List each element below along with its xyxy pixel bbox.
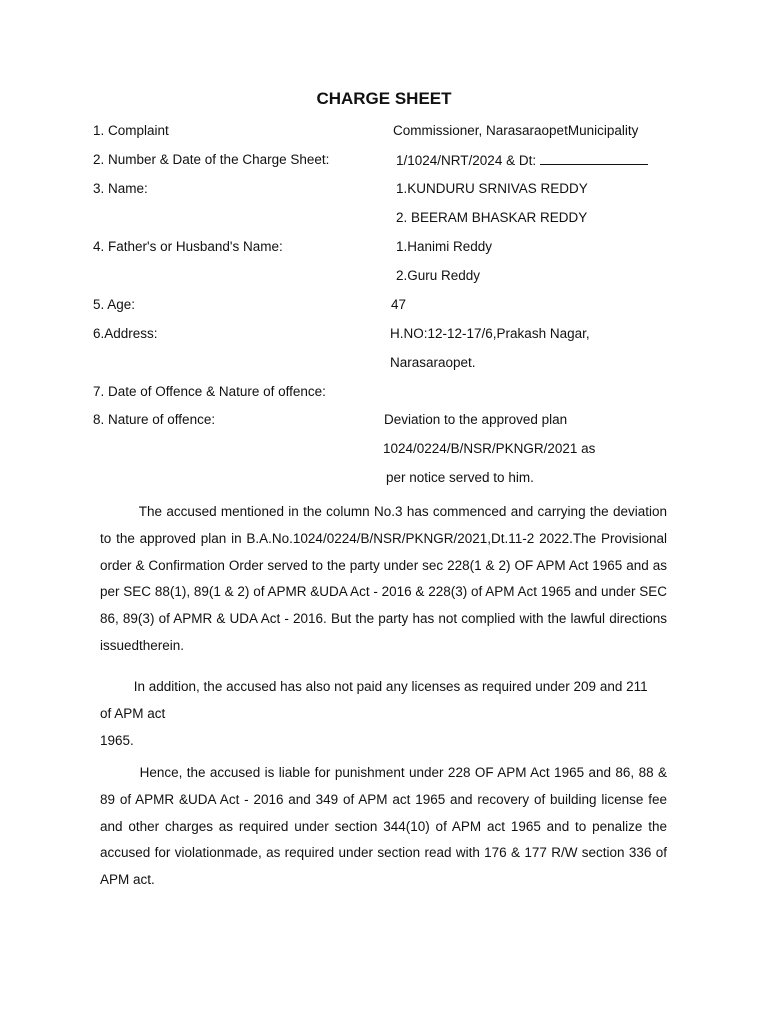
paragraph-licenses-line-1: In addition, the accused has also not paid any licenses as required under 209 and 211 (100, 679, 648, 694)
address-value-2: Narasaraopet. (390, 355, 476, 370)
nature-value-3: per notice served to him. (386, 470, 534, 485)
name-value-1: 1.KUNDURU SRNIVAS REDDY (396, 181, 588, 196)
father-value-1: 1.Hanimi Reddy (396, 239, 493, 254)
address-label: 6.Address: (93, 326, 158, 341)
date-blank-line (540, 151, 648, 165)
paragraph-deviation: The accused mentioned in the column No.3 has commenced and carrying the deviation to the approved plan in B.A.No.1024/0224/B/NSR/PKNGR/2021,Dt.11-2 2022.The Provisional order & Confirmation Order served to the party under sec 228(1 & 2) OF APM Act 1965 and as per SEC 88(1), 89(1 & 2) of APMR &UDA Act - 2016 & 228(3) of APM Act 1965 and under SEC 86, 89(3) of APMR & UDA Act - 2016. But the party has not complied with the lawful directions issuedtherein. (100, 504, 667, 653)
date-offence-label: 7. Date of Offence & Nature of offence: (93, 384, 326, 399)
paragraph-punishment: Hence, the accused is liable for punishment under 228 OF APM Act 1965 and 86, 88 & 89 of APMR &UDA Act - 2016 and 349 of APM act 1965 and recovery of building license fee and other charges as required under section 344(10) of APM act 1965 and to penalize the accused for violationmade, as required under section read with 176 & 177 R/W section 336 of APM act. (100, 765, 667, 888)
complaint-label: 1. Complaint (93, 123, 169, 138)
nature-value-1: Deviation to the approved plan (384, 412, 568, 427)
nature-label: 8. Nature of offence: (93, 412, 216, 427)
father-value-2: 2.Guru Reddy (396, 268, 481, 283)
age-value: 47 (391, 297, 407, 312)
number-date-value-line (396, 151, 648, 170)
paragraph-licenses-line-3: 1965. (100, 732, 134, 748)
age-label: 5. Age: (93, 297, 136, 312)
document-title: CHARGE SHEET (316, 89, 452, 108)
paragraph-licenses-line-2: of APM act (100, 705, 166, 721)
nature-value-2: 1024/0224/B/NSR/PKNGR/2021 as (383, 441, 596, 456)
name-value-2: 2. BEERAM BHASKAR REDDY (396, 210, 588, 225)
complaint-value: Commissioner, NarasaraopetMunicipality (393, 123, 639, 138)
address-value-1: H.NO:12-12-17/6,Prakash Nagar, (390, 326, 590, 341)
paragraph-licenses (100, 674, 667, 754)
number-date-label: 2. Number & Date of the Charge Sheet: (93, 152, 330, 167)
name-label: 3. Name: (93, 181, 148, 196)
number-date-value: 1/1024/NRT/2024 & Dt: (396, 153, 537, 168)
father-label: 4. Father's or Husband's Name: (93, 239, 283, 254)
